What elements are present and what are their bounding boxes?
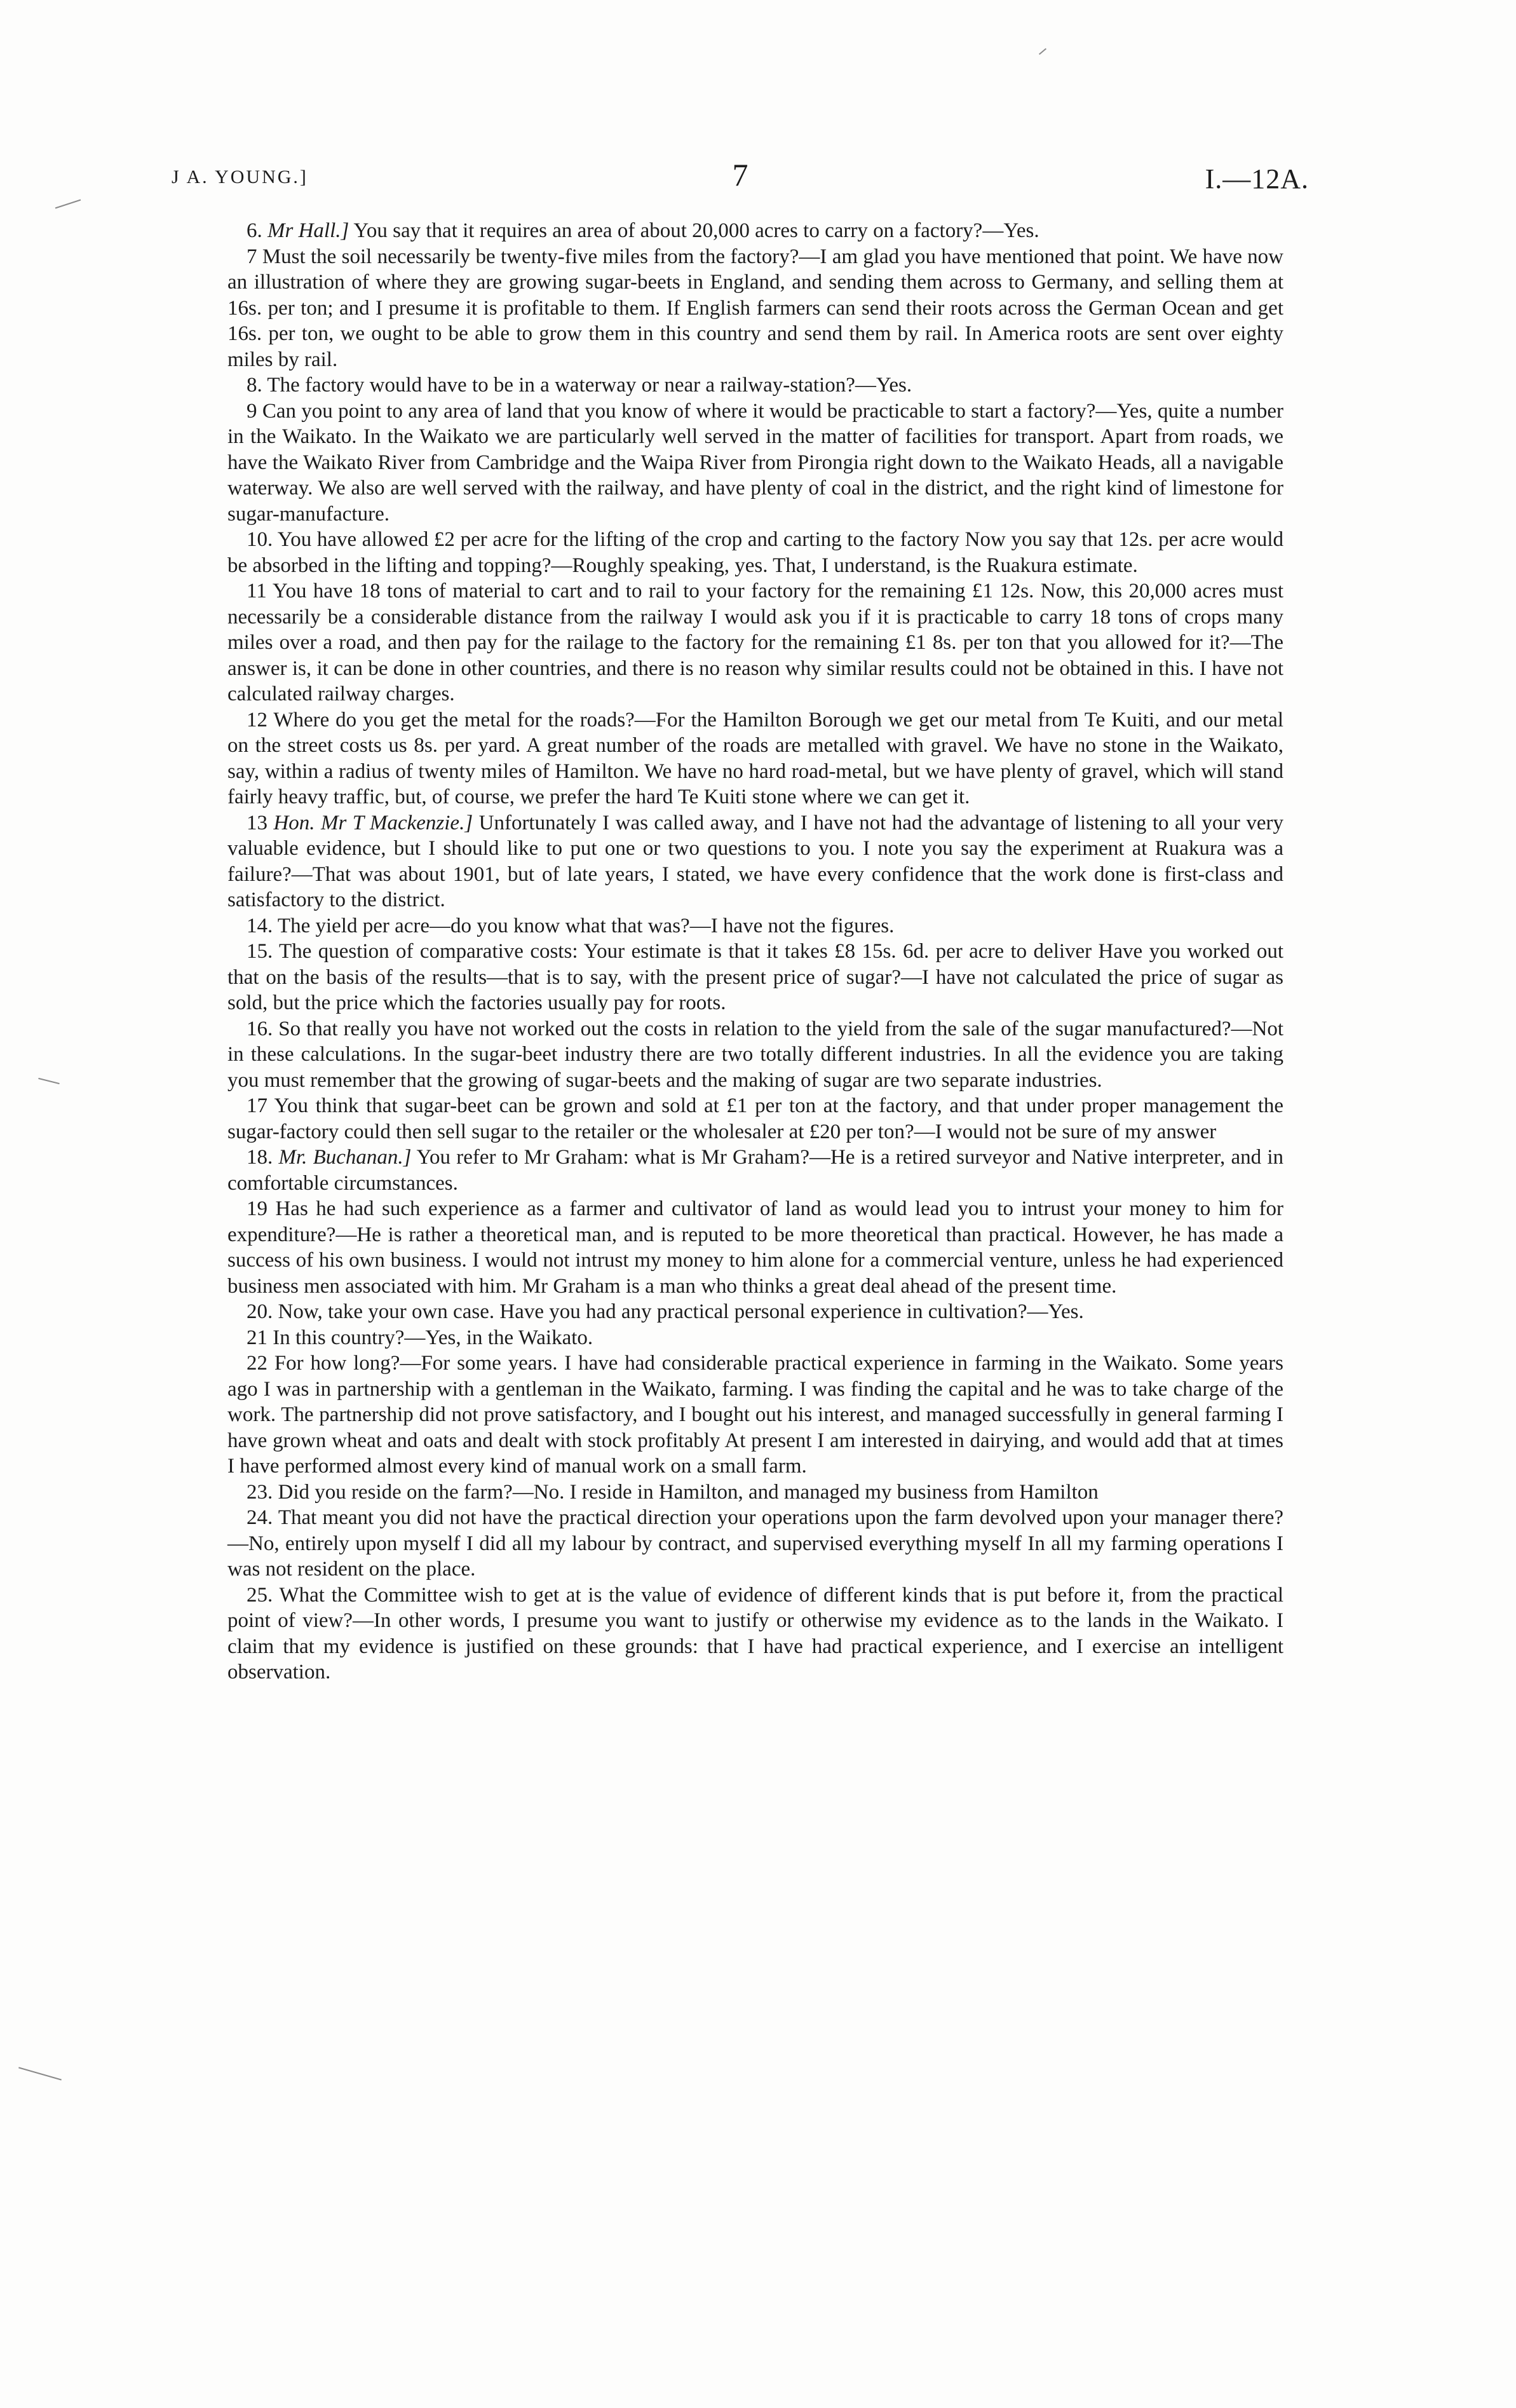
paragraph bbox=[227, 1016, 1283, 1094]
paragraph-text: You think that sugar-beet can be grown and sold at £1 per ton at the factory, and that under proper management the sugar-factory could then sell sugar to the retailer or the wholesaler at £20 per ton?—I would not be sure of my answer bbox=[227, 1094, 1284, 1143]
question-number: 13 bbox=[247, 811, 267, 834]
paragraph bbox=[227, 1196, 1283, 1299]
question-number: 21 bbox=[247, 1326, 267, 1349]
witness-name: J A. YOUNG.] bbox=[172, 167, 308, 187]
speaker: Mr Hall.] bbox=[267, 219, 349, 242]
question-number: 20. bbox=[247, 1300, 273, 1323]
paragraph bbox=[227, 244, 1283, 373]
paragraph-text: Now, take your own case. Have you had any practical personal experience in cultivation?—Yes. bbox=[278, 1300, 1084, 1323]
paragraph bbox=[227, 1145, 1283, 1196]
paragraph-text: For how long?—For some years. I have had considerable practical experience in farming in the Waikato. Some years ago I was in partnership with a gentleman in the Waikato, farming. I was finding the capital and he was to take charge of the work. The partnership did not prove satisfactory, and I bought out his interest, and managed successfully in general farming I have grown wheat and oats and dealt with stock profitably At present I am interested in dairying, and would add that at times I have performed almost every kind of manual work on a small farm. bbox=[227, 1352, 1283, 1478]
paragraph bbox=[227, 1350, 1283, 1479]
paragraph bbox=[227, 1325, 1283, 1351]
paragraph-text: What the Committee wish to get at is the value of evidence of different kinds that is put before it, from the practical point of view?—In other words, I presume you want to justify or otherwise my evidence as to the lands in the Waikato. I claim that my evidence is justified on these grounds: that I have had practical experience, and I exercise an intelligent observation. bbox=[227, 1583, 1284, 1684]
question-number: 23. bbox=[247, 1480, 273, 1504]
document-body bbox=[227, 218, 1283, 1685]
question-number: 11 bbox=[247, 580, 267, 602]
question-number: 12 bbox=[247, 708, 267, 731]
page-number: 7 bbox=[732, 157, 748, 193]
question-number: 19 bbox=[247, 1197, 267, 1220]
question-number: 7 bbox=[247, 245, 257, 268]
document-reference: I.—12A. bbox=[1205, 163, 1309, 194]
scan-mark bbox=[18, 2067, 62, 2080]
scan-mark bbox=[55, 200, 81, 209]
paragraph-text: In this country?—Yes, in the Waikato. bbox=[273, 1326, 593, 1349]
paragraph bbox=[227, 218, 1283, 244]
scan-mark bbox=[1039, 48, 1046, 55]
paragraph-text: So that really you have not worked out the costs in relation to the yield from the sale of the sugar manufactured?—Not in these calculations. In the sugar-beet industry there are two totally different industries. In all the evidence you are taking you must remember that the growing of sugar-beets and the making of sugar are two separate industries. bbox=[227, 1017, 1283, 1092]
question-number: 17 bbox=[247, 1094, 267, 1117]
question-number: 9 bbox=[247, 399, 257, 423]
question-number: 14. bbox=[247, 914, 273, 937]
paragraph bbox=[227, 810, 1283, 913]
paragraph-text: Unfortunately I was called away, and I have not had the advantage of listening to all your very valuable evidence, but I should like to put one or two questions to you. I note you say the experiment at Ruakura was a failure?—That was about 1901, but of late years, I stated, we have every confidence that the work done is first-class and satisfactory to the district. bbox=[227, 811, 1283, 911]
question-number: 24. bbox=[247, 1506, 273, 1529]
speaker: Mr. Buchanan.] bbox=[278, 1146, 412, 1169]
paragraph-text: Where do you get the metal for the roads?—For the Hamilton Borough we get our metal from Te Kuiti, and our metal on the street costs us 8s. per yard. A great number of the roads are metalled with gravel. We have no stone in the Waikato, say, within a radius of twenty miles of Hamilton. We have no hard road-metal, but we have plenty of gravel, which will stand fairly heavy traffic, but, of course, we prefer the hard Te Kuiti stone where we can get it. bbox=[227, 708, 1284, 808]
speaker: Hon. Mr T Mackenzie.] bbox=[273, 811, 473, 834]
question-number: 25. bbox=[247, 1583, 273, 1607]
paragraph-text: You refer to Mr Graham: what is Mr Graham?—He is a retired surveyor and Native interpreter, and in comfortable circumstances. bbox=[227, 1146, 1283, 1195]
paragraph bbox=[227, 1299, 1283, 1325]
paragraph-text: The yield per acre—do you know what that was?—I have not the figures. bbox=[277, 914, 895, 937]
paragraph bbox=[227, 913, 1283, 939]
paragraph bbox=[227, 372, 1283, 398]
paragraph-text: You have 18 tons of material to cart and to rail to your factory for the remaining £1 12s. Now, this 20,000 acres must necessarily be a considerable distance from the railway I would ask you if it is practicable to carry 18 tons of crops many miles over a road, and then pay for the railage to the factory for the remaining £1 8s. per ton that you allowed for it?—The answer is, it can be done in other countries, and there is no reason why similar results could not be obtained in this. I have not calculated railway charges. bbox=[227, 580, 1283, 705]
paragraph bbox=[227, 527, 1283, 578]
paragraph-text: Did you reside on the farm?—No. I reside in Hamilton, and managed my business from Hamilton bbox=[278, 1480, 1099, 1504]
paragraph bbox=[227, 1582, 1283, 1685]
paragraph bbox=[227, 707, 1283, 810]
paragraph-text: The question of comparative costs: Your estimate is that it takes £8 15s. 6d. per acre to deliver Have you worked out that on the basis of the results—that is to say, with the present price of sugar?—I have not calculated the price of sugar as sold, but the price which the factories usually pay for roots. bbox=[227, 940, 1283, 1014]
scan-mark bbox=[38, 1078, 59, 1084]
paragraph-text: The factory would have to be in a waterway or near a railway-station?—Yes. bbox=[267, 374, 912, 397]
paragraph bbox=[227, 578, 1283, 707]
question-number: 10. bbox=[247, 528, 273, 551]
paragraph bbox=[227, 1093, 1283, 1145]
paragraph-text: Has he had such experience as a farmer and cultivator of land as would lead you to intrust your money to him for expenditure?—He is rather a theoretical man, and is reputed to be more theoretical than practical. However, he has made a success of his own business. I would not intrust my money to him alone for a commercial venture, unless he had experienced business men associated with him. Mr Graham is a man who thinks a great deal ahead of the present time. bbox=[227, 1197, 1283, 1298]
paragraph-text: Must the soil necessarily be twenty-five miles from the factory?—I am glad you have mentioned that point. We have now an illustration of where they are growing sugar-beets in England, and sending them across to Germany, and selling them at 16s. per ton; and I presume it is profitable to them. If English farmers can send their roots across the German Ocean and get 16s. per ton, we ought to be able to grow them in this country and send them by rail. In America roots are sent over eighty miles by rail. bbox=[227, 245, 1284, 371]
page-header bbox=[172, 158, 1309, 202]
paragraph bbox=[227, 1479, 1283, 1506]
paragraph-text: That meant you did not have the practical direction your operations upon the farm devolved upon your manager there?—No, entirely upon myself I did all my labour by contract, and supervised everything myself In all my farming operations I was not resident on the place. bbox=[227, 1506, 1283, 1581]
paragraph-text: You have allowed £2 per acre for the lifting of the crop and carting to the factory Now you say that 12s. per acre would be absorbed in the lifting and topping?—Roughly speaking, yes. That, I understand, is the Ruakura estimate. bbox=[227, 528, 1283, 577]
question-number: 6. bbox=[247, 219, 262, 242]
paragraph bbox=[227, 1505, 1283, 1582]
question-number: 16. bbox=[247, 1017, 273, 1040]
paragraph bbox=[227, 939, 1283, 1016]
question-number: 8. bbox=[247, 374, 262, 397]
paragraph-text: Can you point to any area of land that you know of where it would be practicable to start a factory?—Yes, quite a number in the Waikato. In the Waikato we are particularly well served in the matter of facilities for transport. Apart from roads, we have the Waikato River from Cambridge and the Waipa River from Pirongia right down to the Waikato Heads, all a navigable waterway. We also are well served with the railway, and have plenty of coal in the district, and the right kind of limestone for sugar-manufacture. bbox=[227, 399, 1283, 526]
paragraph-text: You say that it requires an area of about 20,000 acres to carry on a factory?—Yes. bbox=[353, 219, 1039, 242]
paragraph bbox=[227, 398, 1283, 527]
question-number: 15. bbox=[247, 940, 273, 963]
question-number: 22 bbox=[247, 1352, 267, 1375]
question-number: 18. bbox=[247, 1146, 273, 1169]
